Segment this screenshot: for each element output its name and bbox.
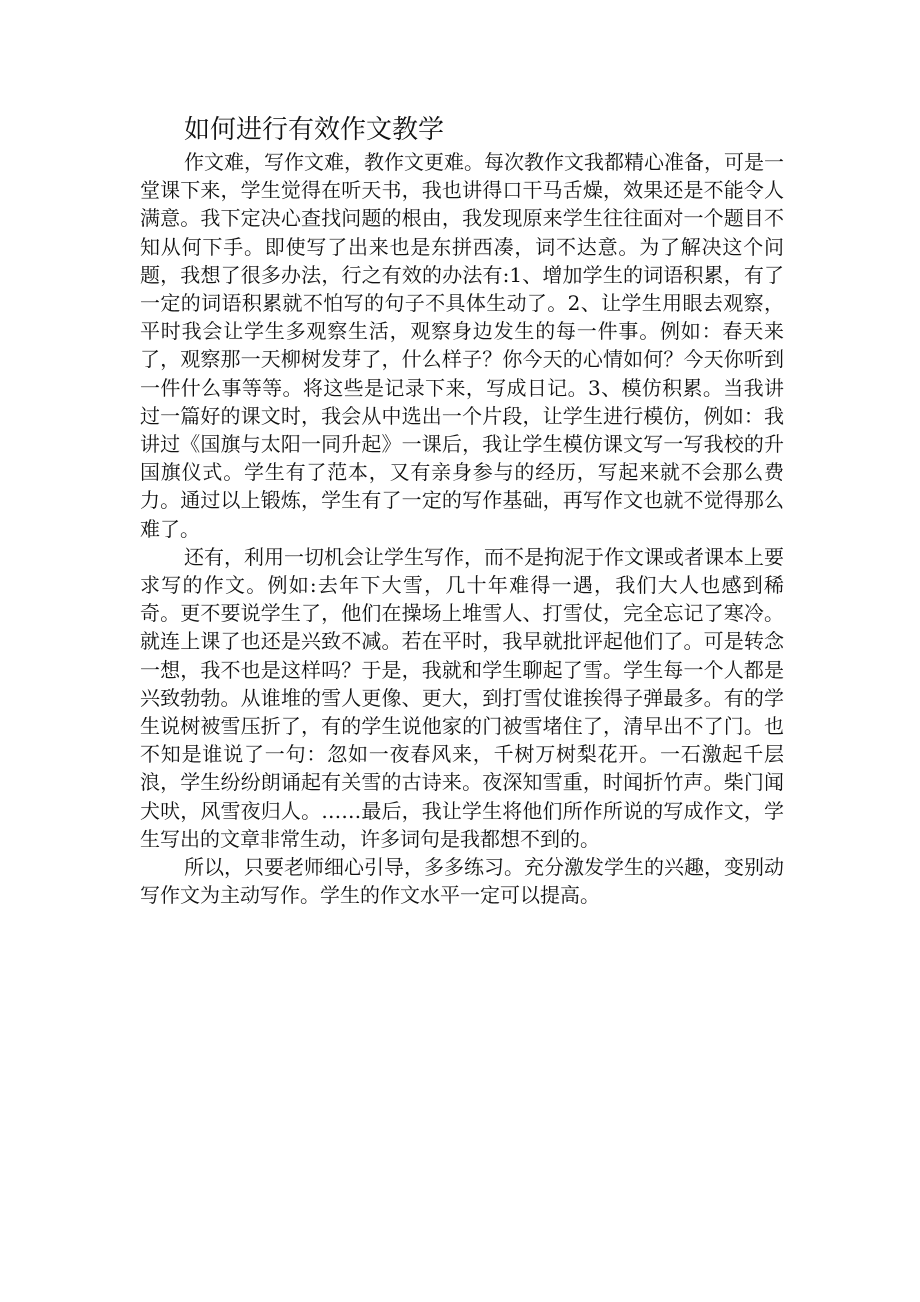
paragraph-2: 还有，利用一切机会让学生写作，而不是拘泥于作文课或者课本上要求写的作文。例如:去年下大雪，几十年难得一遇，我们大人也感到稀奇。更不要说学生了，他们在操场上堆雪人、打雪仗，完全忘记了寒冷。就连上课了也还是兴致不减。若在平时，我早就批评起他们了。可是转念一想，我不也是这样吗？于是，我就和学生聊起了雪。学生每一个人都是兴致勃勃。从谁堆的雪人更像、更大，到打雪仗谁挨得子弹最多。有的学生说树被雪压折了，有的学生说他家的门被雪堵住了，清早出不了门。也不知是谁说了一句：忽如一夜春风来，千树万树梨花开。一石激起千层浪，学生纷纷朗诵起有关雪的古诗来。夜深知雪重，时闻折竹声。柴门闻犬吠，风雪夜归人。……最后，我让学生将他们所作所说的写成作文，学生写出的文章非常生动，许多词句是我都想不到的。 — [140, 544, 784, 851]
article-body — [140, 112, 784, 909]
document-title: 如何进行有效作文教学 — [184, 115, 445, 145]
paragraph-3: 所以，只要老师细心引导，多多练习。充分激发学生的兴趣，变别动写作文为主动写作。学生的作文水平一定可以提高。 — [140, 855, 784, 908]
paragraph-1: 作文难，写作文难，教作文更难。每次教作文我都精心准备，可是一堂课下来，学生觉得在听天书，我也讲得口干马舌燥，效果还是不能令人满意。我下定决心查找问题的根由，我发现原来学生往往面对一个题目不知从何下手。即使写了出来也是东拼西凑，词不达意。为了解决这个问题，我想了很多办法，行之有效的办法有:1、增加学生的词语积累，有了一定的词语积累就不怕写的句子不具体生动了。2、让学生用眼去观察，平时我会让学生多观察生活，观察身边发生的每一件事。例如：春天来了，观察那一天柳树发芽了，什么样子？你今天的心情如何？今天你听到一件什么事等等。将这些是记录下来，写成日记。3、模仿积累。当我讲过一篇好的课文时，我会从中选出一个片段，让学生进行模仿，例如：我讲过《国旗与太阳一同升起》一课后，我让学生模仿课文写一写我校的升国旗仪式。学生有了范本，又有亲身参与的经历，写起来就不会那么费力。通过以上锻炼，学生有了一定的写作基础，再写作文也就不觉得那么难了。 — [140, 150, 784, 541]
